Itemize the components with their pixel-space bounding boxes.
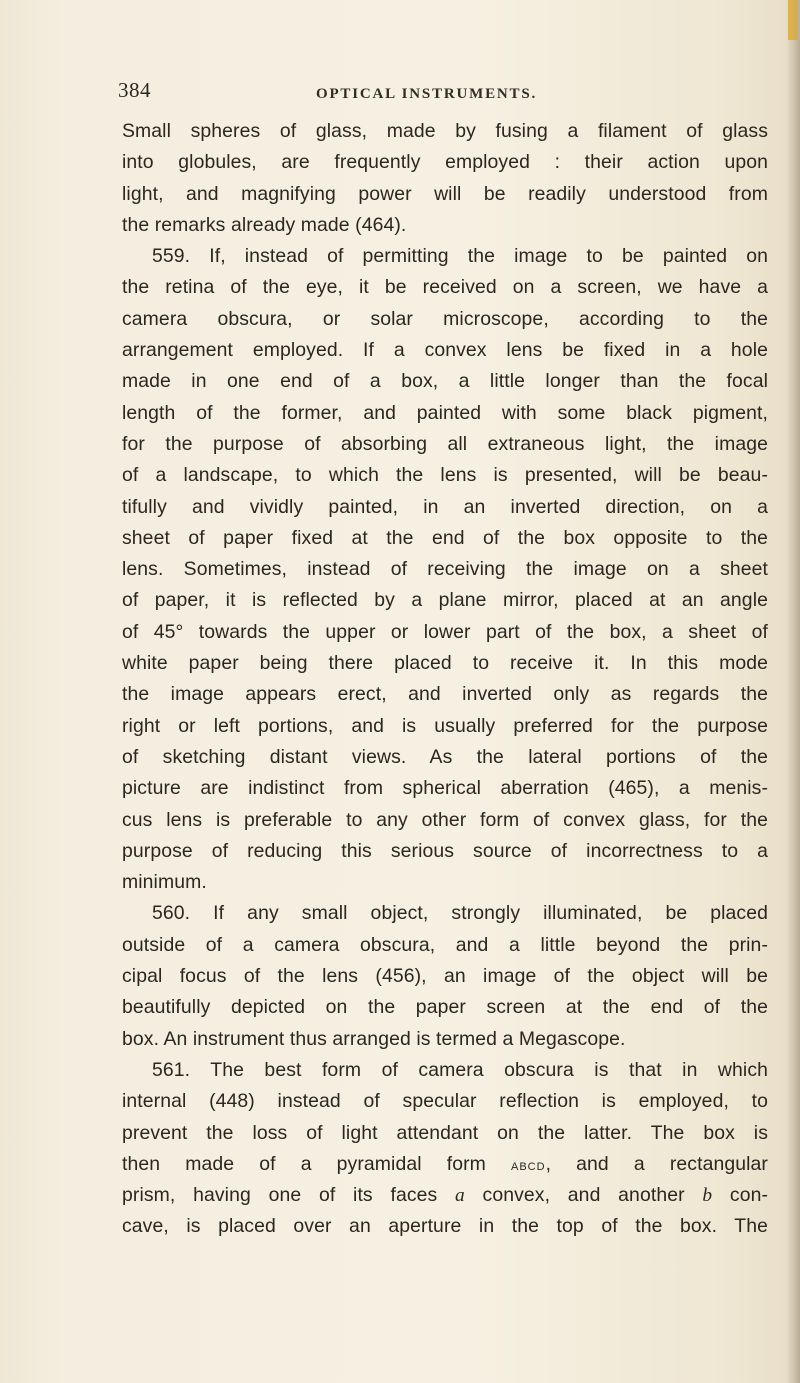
- text-line: into globules, are frequently employed : their action upon: [122, 151, 768, 174]
- page-number: 384: [118, 78, 151, 102]
- text-fragment: convex, and another: [464, 1184, 703, 1207]
- text-line: arrangement employed. If a convex lens be fixed in a hole: [122, 339, 768, 362]
- text-line: sheet of paper fixed at the end of the box opposite to the: [122, 526, 768, 549]
- text-line: light, and magnifying power will be readily understood from: [122, 182, 768, 205]
- text-line: of paper, it is reflected by a plane mirror, placed at an angle: [122, 589, 768, 612]
- text-line: the remarks already made (464).: [122, 213, 407, 236]
- text-line: cave, is placed over an aperture in the top of the box. The: [122, 1215, 768, 1238]
- text-line: purpose of reducing this serious source of incorrectness to a: [122, 839, 768, 862]
- paragraph-561-start: 561. The best form of camera obscura is that in which: [152, 1058, 768, 1081]
- page-corner-stain: [788, 0, 798, 40]
- text-fragment: con-: [712, 1184, 769, 1207]
- text-line: beautifully depicted on the paper screen at the end of the: [122, 996, 768, 1019]
- text-line: length of the former, and painted with some black pigment,: [122, 401, 768, 424]
- page-header: [118, 78, 678, 108]
- paragraph-559-start: 559. If, instead of permitting the image to be painted on: [152, 245, 768, 268]
- body-text: [122, 116, 768, 1243]
- text-line: [122, 1180, 768, 1211]
- text-line: tifully and vividly painted, in an inverted direction, on a: [122, 495, 768, 518]
- running-title: OPTICAL INSTRUMENTS.: [316, 86, 538, 102]
- text-line: for the purpose of absorbing all extraneous light, the image: [122, 432, 768, 455]
- text-fragment: then made of a pyramidal form: [122, 1152, 511, 1175]
- text-line: the image appears erect, and inverted only as regards the: [122, 683, 768, 706]
- paragraph-560-start: 560. If any small object, strongly illuminated, be placed: [152, 902, 768, 925]
- text-line: cipal focus of the lens (456), an image of the object will be: [122, 965, 768, 988]
- face-b-label: b: [702, 1185, 713, 1207]
- text-line: Small spheres of glass, made by fusing a filament of glass: [122, 120, 768, 142]
- text-line: picture are indistinct from spherical aberration (465), a menis-: [122, 777, 768, 800]
- text-line: cus lens is preferable to any other form of convex glass, for the: [122, 808, 768, 831]
- text-line: prevent the loss of light attendant on the latter. The box is: [122, 1121, 768, 1144]
- text-line: box. An instrument thus arranged is termed a Megascope.: [122, 1027, 626, 1050]
- text-line: lens. Sometimes, instead of receiving the image on a sheet: [122, 558, 768, 581]
- text-fragment: , and a rectangular: [545, 1152, 768, 1175]
- face-a-label: a: [455, 1185, 465, 1207]
- text-line: outside of a camera obscura, and a little beyond the prin-: [122, 933, 768, 956]
- abcd-label: abcd: [511, 1156, 546, 1174]
- text-line: of a landscape, to which the lens is presented, will be beau-: [122, 464, 768, 487]
- text-line: [122, 1149, 768, 1180]
- text-line: of sketching distant views. As the lateral portions of the: [122, 745, 768, 768]
- page-edge-shadow: [786, 0, 800, 1383]
- text-fragment: prism, having one of its faces: [122, 1184, 456, 1207]
- text-line: camera obscura, or solar microscope, according to the: [122, 307, 768, 330]
- text-line: the retina of the eye, it be received on a screen, we have a: [122, 276, 768, 299]
- text-line: of 45° towards the upper or lower part of the box, a sheet of: [122, 620, 768, 643]
- text-line: made in one end of a box, a little longer than the focal: [122, 370, 768, 393]
- text-line: minimum.: [122, 871, 207, 894]
- text-line: right or left portions, and is usually preferred for the purpose: [122, 714, 768, 737]
- text-line: white paper being there placed to receive it. In this mode: [122, 652, 768, 675]
- text-line: internal (448) instead of specular reflection is employed, to: [122, 1090, 768, 1113]
